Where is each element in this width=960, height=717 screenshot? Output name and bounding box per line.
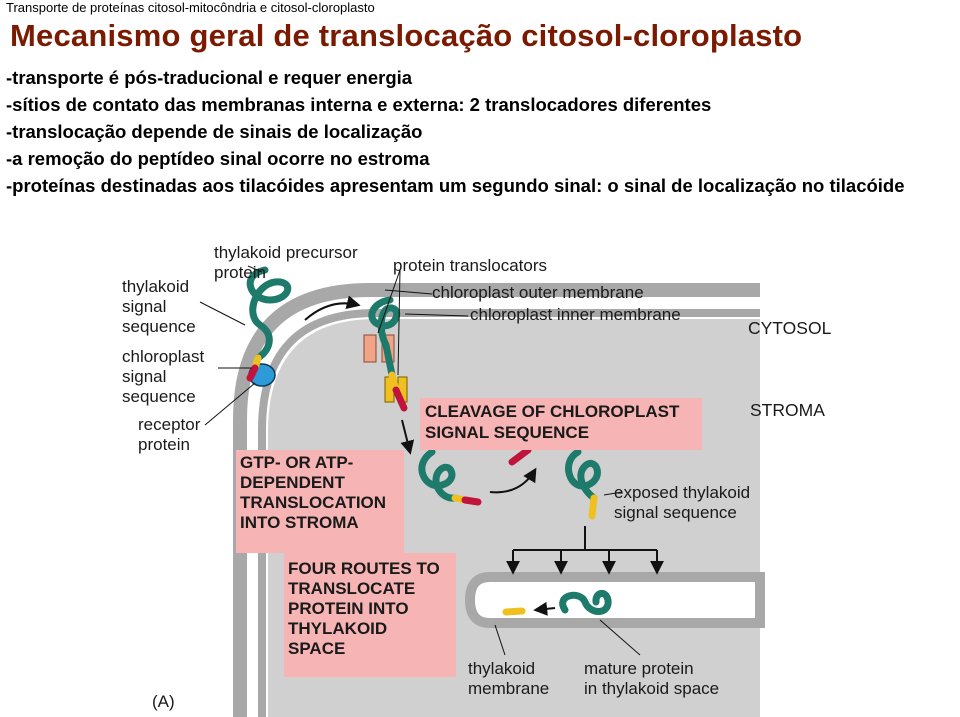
bullet-item: -transporte é pós-traducional e requer energia (6, 67, 413, 88)
gtp-text-2: DEPENDENT (240, 473, 345, 492)
cleavage-text-1: CLEAVAGE OF CHLOROPLAST (425, 402, 680, 421)
header-small-title: Transporte de proteínas citosol-mitocôndria e citosol-cloroplasto (6, 0, 375, 15)
exposed-signal-label-1: exposed thylakoid (614, 483, 751, 502)
outer-membrane-label: chloroplast outer membrane (432, 283, 644, 302)
routes-text-5: SPACE (288, 639, 346, 658)
cleavage-text-2: SIGNAL SEQUENCE (425, 423, 590, 442)
chloroplast-signal-label-2: signal (122, 367, 167, 386)
bullet-item: -translocação depende de sinais de localização (6, 121, 423, 142)
gtp-text-4: INTO STROMA (240, 513, 359, 532)
chloroplast-signal-label-3: sequence (122, 387, 196, 406)
exposed-signal-label-2: signal sequence (614, 503, 737, 522)
gtp-text-3: TRANSLOCATION (240, 493, 387, 512)
bullet-item: -a remoção do peptídeo sinal ocorre no estroma (6, 148, 430, 169)
cleaved-thylakoid-signal (506, 611, 522, 612)
bullet-item: -proteínas destinadas aos tilacóides apresentam um segundo sinal: o sinal de localização no tilacóide (6, 175, 905, 196)
panel-label: (A) (152, 692, 175, 711)
mature-protein-label-1: mature protein (584, 659, 694, 678)
thylakoid-membrane-label-1: thylakoid (468, 659, 536, 678)
stroma-label: STROMA (750, 400, 825, 420)
thylakoid-signal-label-2: signal (122, 297, 167, 316)
page-title: Mecanismo geral de translocação citosol-cloroplasto (10, 18, 803, 53)
chloroplast-signal-label-1: chloroplast (122, 347, 205, 366)
thylakoid-membrane-shape (470, 577, 760, 623)
chloroplast-import-diagram (0, 230, 960, 717)
precursor-label-2: protein (214, 263, 266, 282)
thylakoid-signal-label-1: thylakoid (122, 277, 190, 296)
thylakoid-membrane-label-2: membrane (468, 679, 550, 698)
routes-text-1: FOUR ROUTES TO (288, 559, 440, 578)
routes-text-2: TRANSLOCATE (288, 579, 416, 598)
mature-protein-label-2: in thylakoid space (584, 679, 720, 698)
receptor-label-2: protein (138, 435, 190, 454)
bullet-list (6, 64, 956, 199)
translocators-label: protein translocators (393, 256, 548, 275)
inner-membrane-label: chloroplast inner membrane (470, 305, 681, 324)
receptor-label-1: receptor (138, 415, 201, 434)
routes-text-3: PROTEIN INTO (288, 599, 409, 618)
cytosol-label: CYTOSOL (748, 318, 832, 338)
thylakoid-signal-label-3: sequence (122, 317, 196, 336)
routes-text-4: THYLAKOID (288, 619, 388, 638)
bullet-item: -sítios de contato das membranas interna e externa: 2 translocadores diferentes (6, 94, 712, 115)
precursor-label-1: thylakoid precursor (214, 243, 358, 262)
gtp-text-1: GTP- OR ATP- (240, 453, 354, 472)
